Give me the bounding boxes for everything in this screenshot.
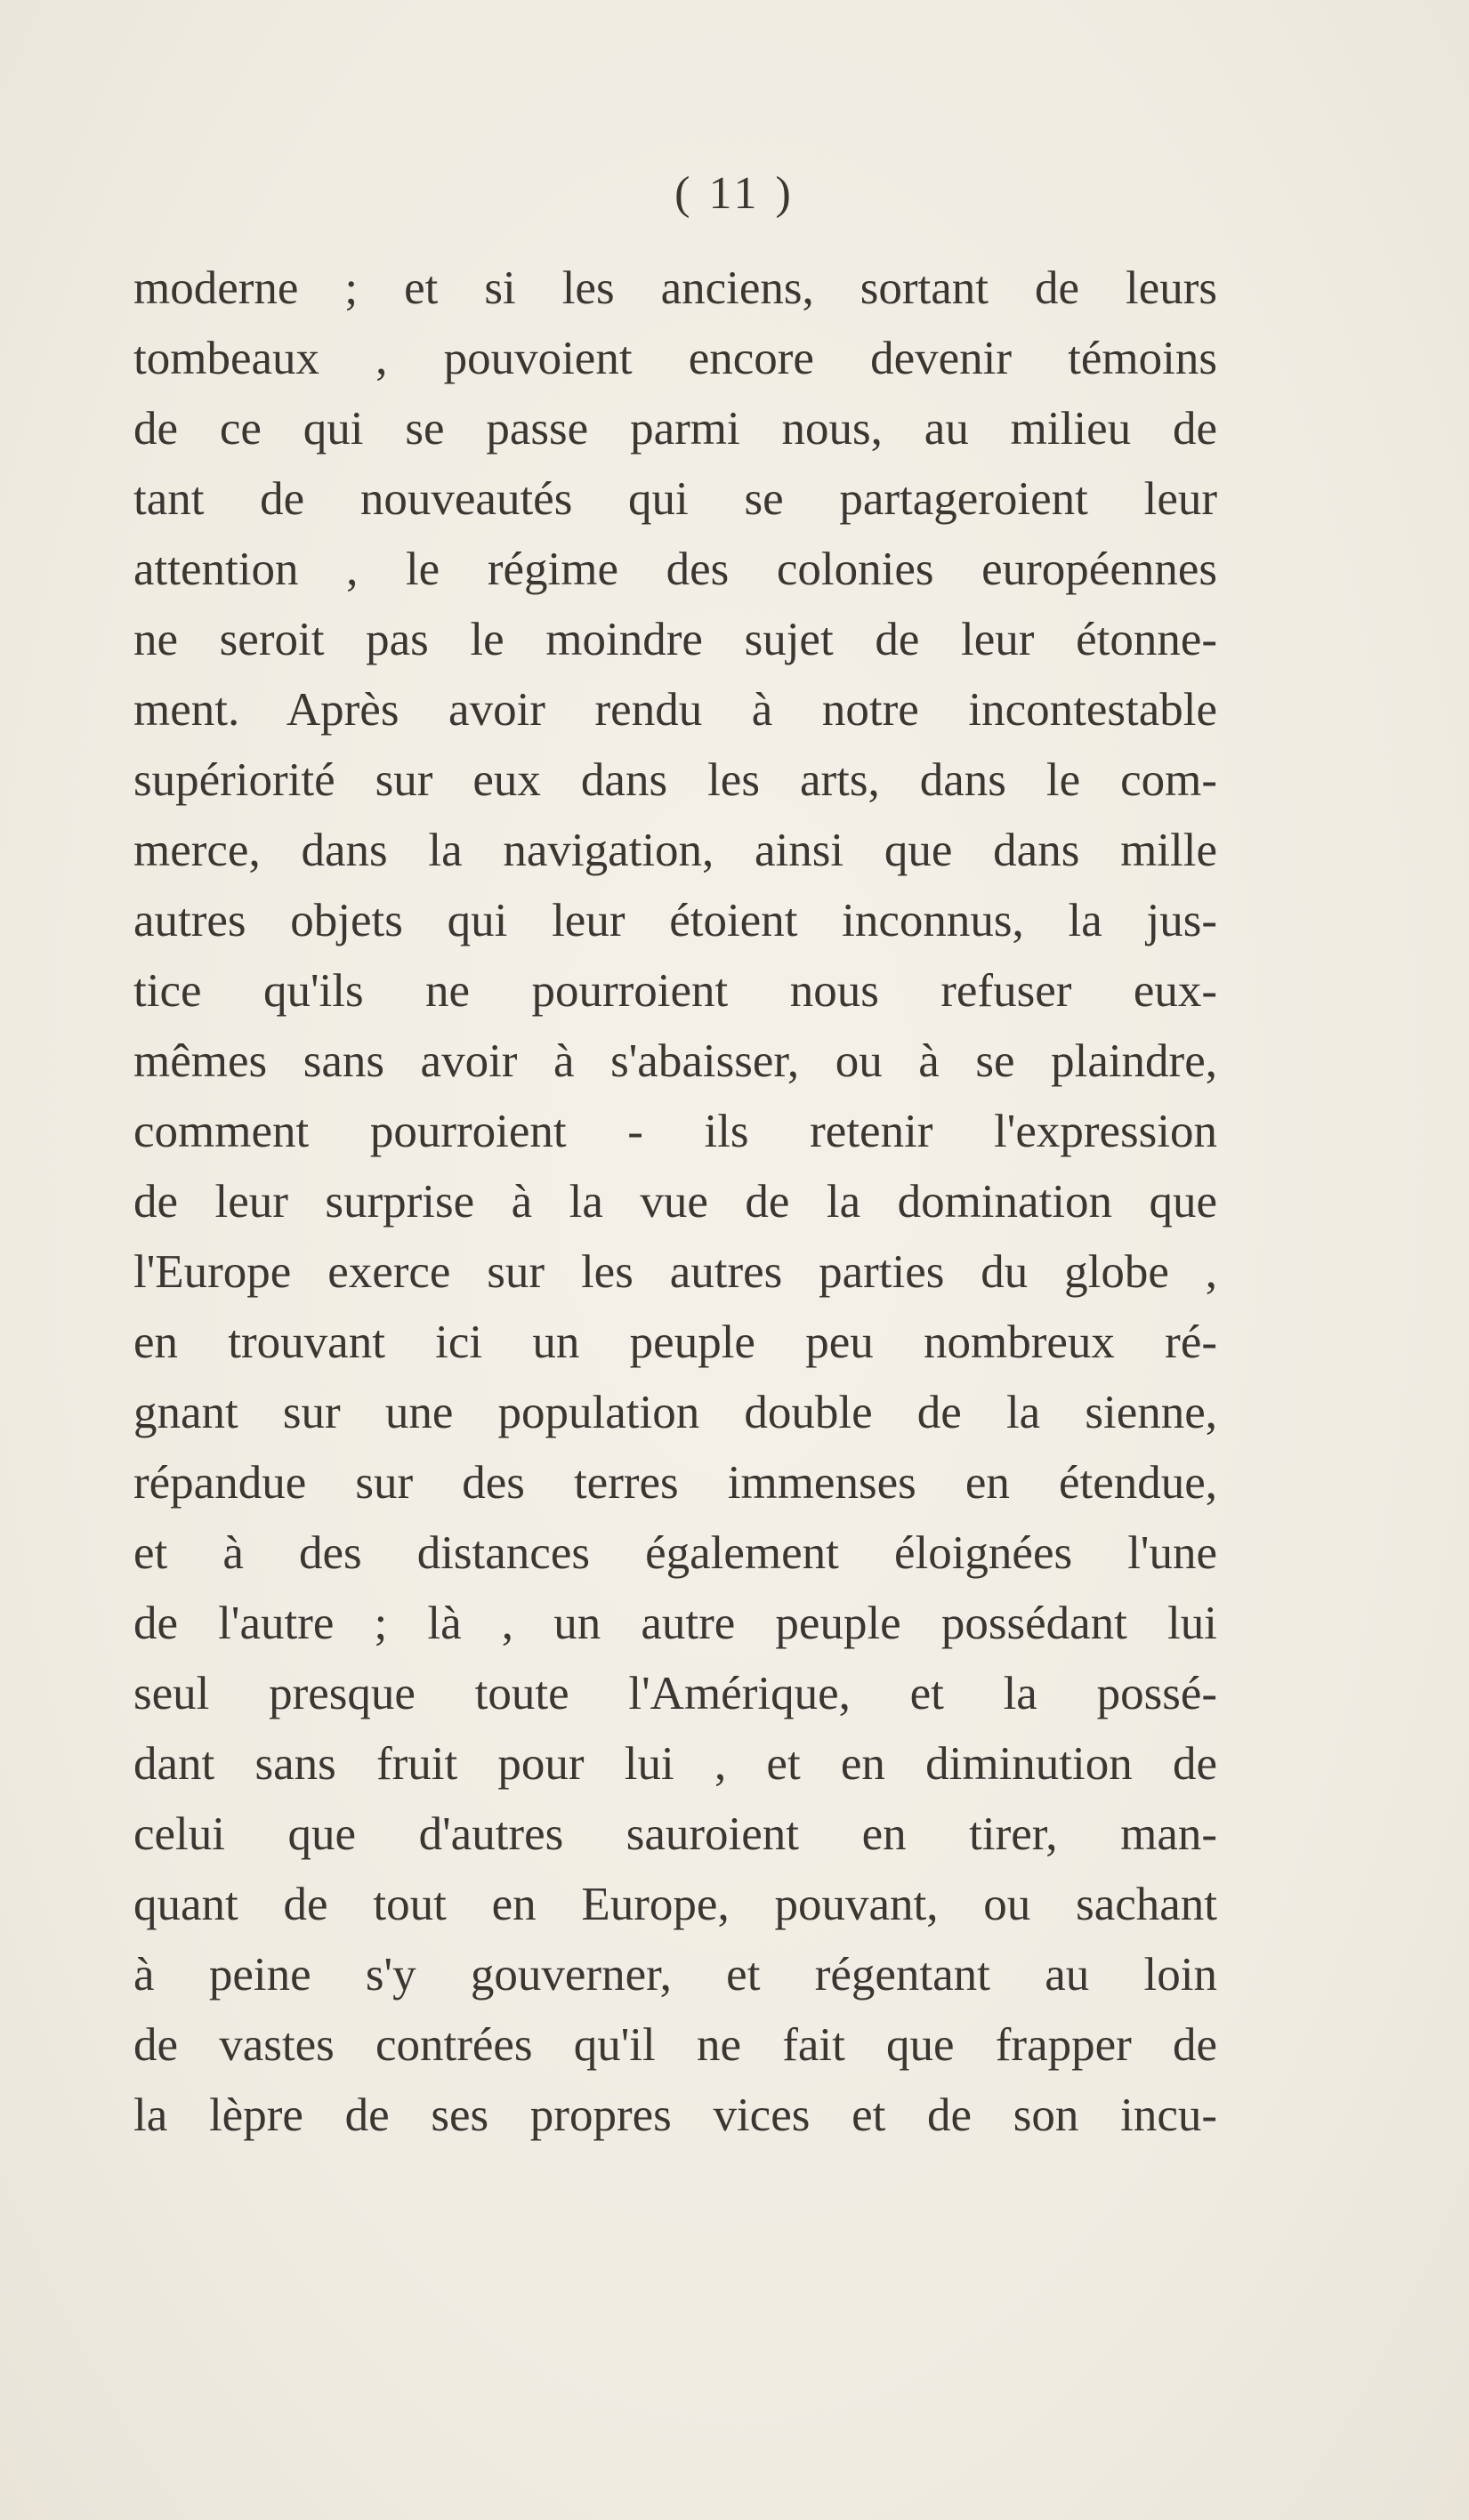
text-line: ment. Après avoir rendu à notre incontestable bbox=[133, 684, 1217, 736]
text-line: seul presque toute l'Amérique, et la possé- bbox=[133, 1668, 1217, 1719]
text-line: comment pourroient - ils retenir l'expression bbox=[133, 1106, 1217, 1157]
text-line: mêmes sans avoir à s'abaisser, ou à se plaindre, bbox=[133, 1035, 1217, 1087]
text-line: la lèpre de ses propres vices et de son incu- bbox=[133, 2089, 1217, 2141]
text-line: tombeaux , pouvoient encore devenir témoins bbox=[133, 333, 1217, 384]
text-line: tant de nouveautés qui se partageroient leur bbox=[133, 473, 1217, 525]
text-line: merce, dans la navigation, ainsi que dans mille bbox=[133, 825, 1217, 876]
text-line: celui que d'autres sauroient en tirer, man- bbox=[133, 1808, 1217, 1860]
text-line: de leur surprise à la vue de la domination que bbox=[133, 1176, 1217, 1228]
text-line: moderne ; et si les anciens, sortant de leurs bbox=[133, 262, 1217, 314]
text-line: à peine s'y gouverner, et régentant au loin bbox=[133, 1949, 1217, 2001]
page-number: ( 11 ) bbox=[674, 168, 795, 219]
text-line: gnant sur une population double de la sienne, bbox=[133, 1387, 1217, 1438]
text-line: en trouvant ici un peuple peu nombreux ré- bbox=[133, 1316, 1217, 1368]
text-line: autres objets qui leur étoient inconnus, la jus- bbox=[133, 895, 1217, 946]
text-line: tice qu'ils ne pourroient nous refuser eux- bbox=[133, 965, 1217, 1017]
text-line: supériorité sur eux dans les arts, dans le com- bbox=[133, 754, 1217, 806]
text-line: répandue sur des terres immenses en étendue, bbox=[133, 1457, 1217, 1509]
text-line: et à des distances également éloignées l'une bbox=[133, 1527, 1217, 1579]
text-line: de vastes contrées qu'il ne fait que frapper de bbox=[133, 2019, 1217, 2071]
text-line: l'Europe exerce sur les autres parties du globe , bbox=[133, 1246, 1217, 1298]
text-line: de ce qui se passe parmi nous, au milieu de bbox=[133, 403, 1217, 455]
text-line: ne seroit pas le moindre sujet de leur étonne- bbox=[133, 614, 1217, 665]
text-line: de l'autre ; là , un autre peuple possédant lui bbox=[133, 1598, 1217, 1649]
text-line: attention , le régime des colonies européennes bbox=[133, 543, 1217, 595]
text-line: quant de tout en Europe, pouvant, ou sachant bbox=[133, 1879, 1217, 1930]
text-line: dant sans fruit pour lui , et en diminution de bbox=[133, 1738, 1217, 1790]
body-text bbox=[133, 254, 1217, 2151]
